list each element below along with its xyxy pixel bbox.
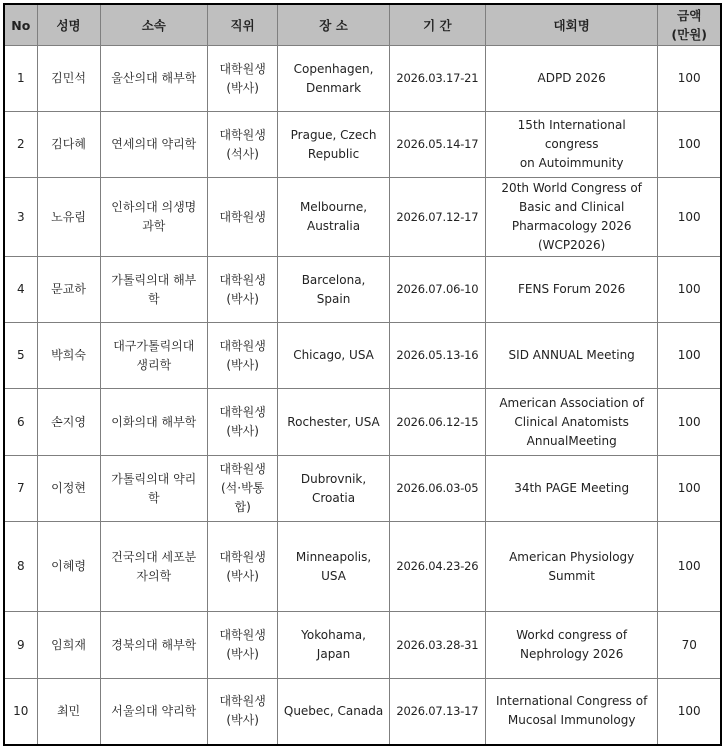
cell-amount: 100	[658, 456, 721, 522]
cell-no: 10	[4, 679, 37, 745]
cell-position: 대학원생 (박사)	[208, 522, 278, 612]
cell-amount: 70	[658, 612, 721, 679]
table-row	[4, 112, 721, 178]
cell-no: 3	[4, 178, 37, 257]
cell-position: 대학원생 (석사)	[208, 112, 278, 178]
cell-no: 1	[4, 46, 37, 112]
cell-conference: International Congress of Mucosal Immunology	[485, 679, 658, 745]
cell-period: 2026.04.23-26	[389, 522, 485, 612]
cell-no: 2	[4, 112, 37, 178]
cell-position: 대학원생 (박사)	[208, 323, 278, 389]
cell-place: Copenhagen, Denmark	[278, 46, 390, 112]
cell-no: 7	[4, 456, 37, 522]
header-place: 장 소	[278, 4, 390, 46]
cell-amount: 100	[658, 323, 721, 389]
cell-period: 2026.03.17-21	[389, 46, 485, 112]
cell-org: 경북의대 해부학	[100, 612, 207, 679]
cell-place: Melbourne, Australia	[278, 178, 390, 257]
cell-period: 2026.07.13-17	[389, 679, 485, 745]
table-row	[4, 522, 721, 612]
document-page	[3, 3, 722, 746]
cell-org: 이화의대 해부학	[100, 389, 207, 456]
table-row	[4, 679, 721, 745]
cell-position: 대학원생 (박사)	[208, 257, 278, 323]
cell-name: 김민석	[37, 46, 100, 112]
cell-place: Prague, Czech Republic	[278, 112, 390, 178]
header-name: 성명	[37, 4, 100, 46]
cell-place: Quebec, Canada	[278, 679, 390, 745]
cell-org: 서울의대 약리학	[100, 679, 207, 745]
cell-amount: 100	[658, 389, 721, 456]
table-row	[4, 612, 721, 679]
table-row	[4, 46, 721, 112]
cell-conference: ADPD 2026	[485, 46, 658, 112]
cell-name: 최민	[37, 679, 100, 745]
cell-no: 6	[4, 389, 37, 456]
cell-amount: 100	[658, 257, 721, 323]
cell-no: 9	[4, 612, 37, 679]
cell-amount: 100	[658, 679, 721, 745]
cell-amount: 100	[658, 522, 721, 612]
header-position: 직위	[208, 4, 278, 46]
cell-position: 대학원생 (박사)	[208, 46, 278, 112]
cell-name: 이혜령	[37, 522, 100, 612]
cell-conference: Workd congress of Nephrology 2026	[485, 612, 658, 679]
cell-org: 울산의대 해부학	[100, 46, 207, 112]
header-org: 소속	[100, 4, 207, 46]
cell-name: 이정현	[37, 456, 100, 522]
cell-period: 2026.05.14-17	[389, 112, 485, 178]
cell-place: Yokohama, Japan	[278, 612, 390, 679]
cell-org: 가톨릭의대 약리 학	[100, 456, 207, 522]
header-amount-label: 금액	[677, 8, 702, 23]
cell-name: 손지영	[37, 389, 100, 456]
cell-period: 2026.03.28-31	[389, 612, 485, 679]
cell-no: 8	[4, 522, 37, 612]
cell-no: 5	[4, 323, 37, 389]
cell-position: 대학원생 (박사)	[208, 679, 278, 745]
cell-conference: American Physiology Summit	[485, 522, 658, 612]
table-row	[4, 389, 721, 456]
table-row	[4, 257, 721, 323]
table-row	[4, 323, 721, 389]
cell-conference: American Association of Clinical Anatomists AnnualMeeting	[485, 389, 658, 456]
cell-place: Minneapolis, USA	[278, 522, 390, 612]
table-row	[4, 178, 721, 257]
cell-org: 건국의대 세포분 자의학	[100, 522, 207, 612]
header-period: 기 간	[389, 4, 485, 46]
cell-place: Barcelona, Spain	[278, 257, 390, 323]
cell-org: 가톨릭의대 해부 학	[100, 257, 207, 323]
cell-position: 대학원생 (석·박통 합)	[208, 456, 278, 522]
cell-name: 박희숙	[37, 323, 100, 389]
cell-place: Rochester, USA	[278, 389, 390, 456]
cell-amount: 100	[658, 112, 721, 178]
cell-period: 2026.06.03-05	[389, 456, 485, 522]
cell-position: 대학원생 (박사)	[208, 389, 278, 456]
cell-amount: 100	[658, 46, 721, 112]
table-row	[4, 456, 721, 522]
cell-place: Chicago, USA	[278, 323, 390, 389]
cell-no: 4	[4, 257, 37, 323]
header-no: No	[4, 4, 37, 46]
cell-place: Dubrovnik, Croatia	[278, 456, 390, 522]
cell-conference: SID ANNUAL Meeting	[485, 323, 658, 389]
cell-name: 문교하	[37, 257, 100, 323]
cell-conference: 15th International congress on Autoimmunity	[485, 112, 658, 178]
cell-position: 대학원생 (박사)	[208, 612, 278, 679]
cell-name: 임희재	[37, 612, 100, 679]
cell-conference: 20th World Congress of Basic and Clinical Pharmacology 2026 (WCP2026)	[485, 178, 658, 257]
cell-conference: 34th PAGE Meeting	[485, 456, 658, 522]
cell-period: 2026.06.12-15	[389, 389, 485, 456]
cell-org: 연세의대 약리학	[100, 112, 207, 178]
cell-period: 2026.07.06-10	[389, 257, 485, 323]
cell-period: 2026.05.13-16	[389, 323, 485, 389]
header-row	[4, 4, 721, 46]
header-amount	[658, 4, 721, 46]
cell-amount: 100	[658, 178, 721, 257]
cell-org: 인하의대 의생명 과학	[100, 178, 207, 257]
header-conference: 대회명	[485, 4, 658, 46]
cell-period: 2026.07.12-17	[389, 178, 485, 257]
cell-org: 대구가톨릭의대 생리학	[100, 323, 207, 389]
cell-conference: FENS Forum 2026	[485, 257, 658, 323]
cell-name: 노유림	[37, 178, 100, 257]
cell-position: 대학원생	[208, 178, 278, 257]
cell-name: 김다혜	[37, 112, 100, 178]
header-amount-unit: (만원)	[671, 27, 707, 42]
award-table	[3, 3, 722, 746]
